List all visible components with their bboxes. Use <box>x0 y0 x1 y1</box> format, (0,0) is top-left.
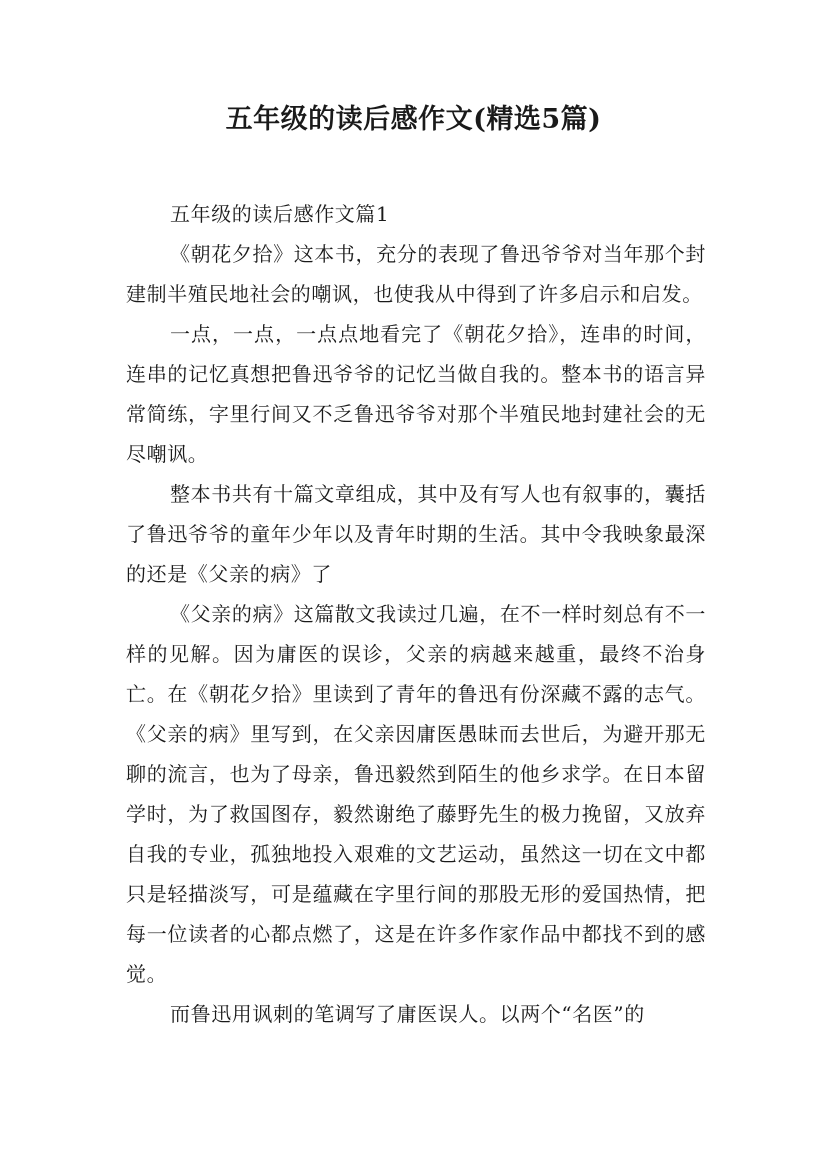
section-heading: 五年级的读后感作文篇1 <box>170 202 390 226</box>
paragraph: 整本书共有十篇文章组成，其中及有写人也有叙事的，囊括了鲁迅爷爷的童年少年以及青年时期的生活。其中令我映象最深的还是《父亲的病》了 <box>126 482 706 586</box>
document-body <box>126 194 706 1034</box>
document-title: 五年级的读后感作文(精选5篇) <box>225 104 602 135</box>
paragraph: 一点，一点，一点点地看完了《朝花夕拾》，连串的时间，连串的记忆真想把鲁迅爷爷的记忆当做自我的。整本书的语言异常简练，字里行间又不乏鲁迅爷爷对那个半殖民地封建社会的无尽嘲讽。 <box>126 322 706 466</box>
paragraph: 《朝花夕拾》这本书，充分的表现了鲁迅爷爷对当年那个封建制半殖民地社会的嘲讽，也使我从中得到了许多启示和启发。 <box>126 242 706 306</box>
paragraph: 《父亲的病》这篇散文我读过几遍，在不一样时刻总有不一样的见解。因为庸医的误诊，父亲的病越来越重，最终不治身亡。在《朝花夕拾》里读到了青年的鲁迅有份深藏不露的志气。《父亲的病》里写到，在父亲因庸医愚昧而去世后，为避开那无聊的流言，也为了母亲，鲁迅毅然到陌生的他乡求学。在日本留学时，为了救国图存，毅然谢绝了藤野先生的极力挽留，又放弃自我的专业，孤独地投入艰难的文艺运动，虽然这一切在文中都只是轻描淡写，可是蕴藏在字里行间的那股无形的爱国热情，把每一位读者的心都点燃了，这是在许多作家作品中都找不到的感觉。 <box>126 602 706 986</box>
paragraph: 而鲁迅用讽刺的笔调写了庸医误人。以两个“名医”的 <box>170 1002 645 1026</box>
